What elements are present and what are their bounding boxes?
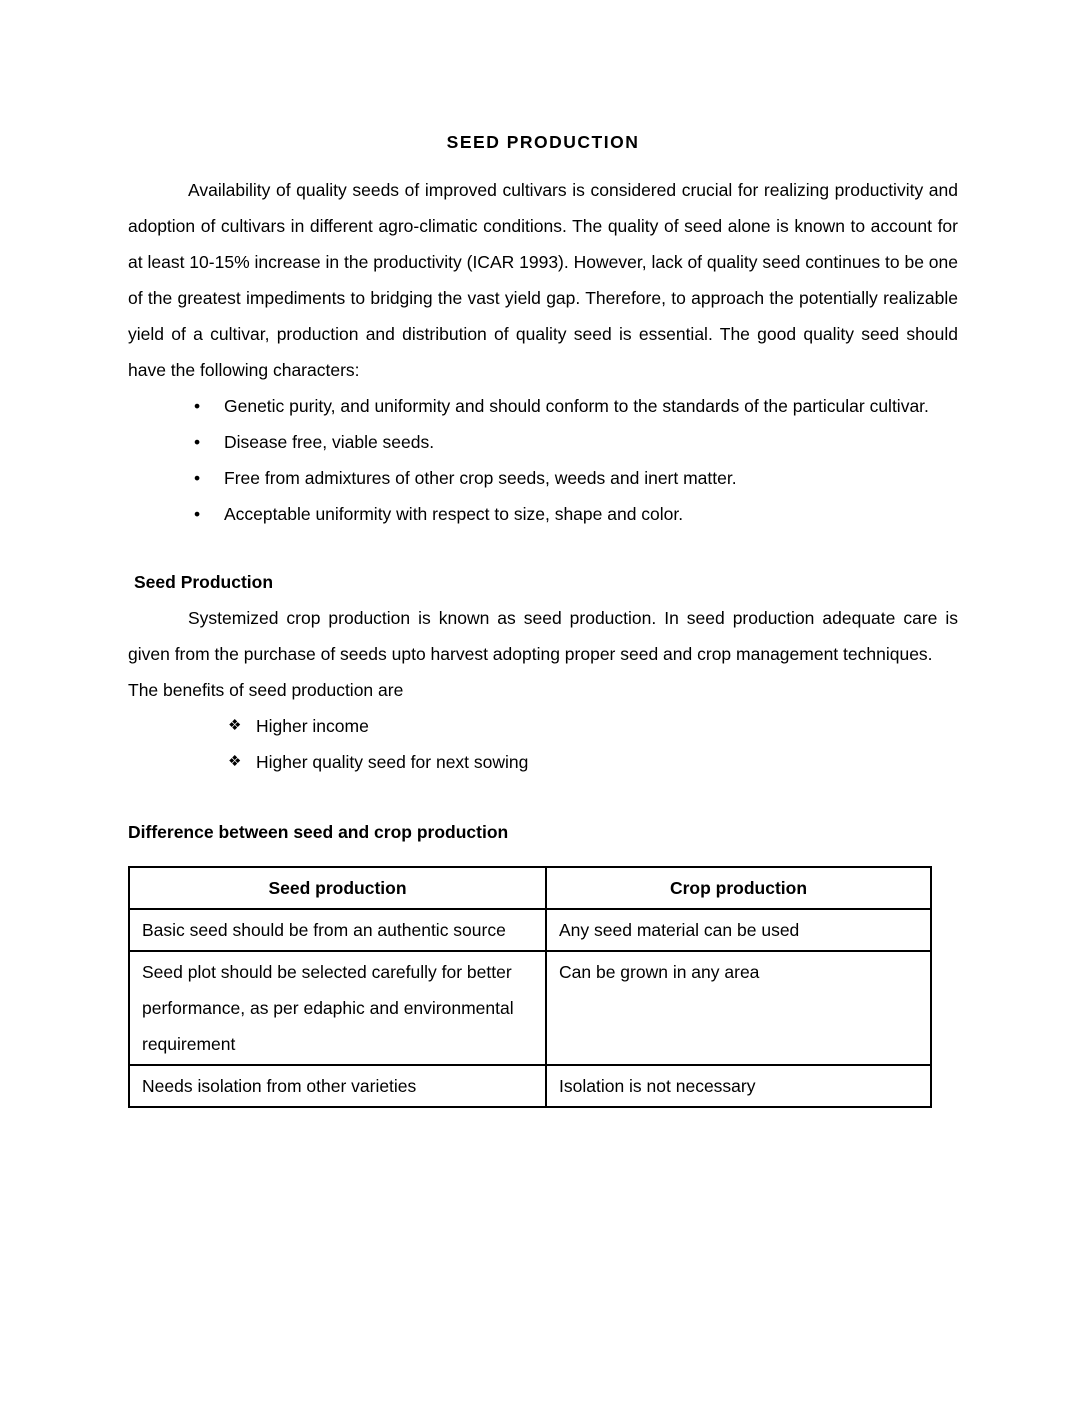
list-item-text: Higher quality seed for next sowing xyxy=(256,752,529,772)
section-heading-seed-production: Seed Production xyxy=(134,572,274,592)
bullet-icon: • xyxy=(194,468,201,488)
table-row xyxy=(129,1065,931,1107)
list-item-text: Genetic purity, and uniformity and should conform to the standards of the particular cultivar. xyxy=(224,396,929,416)
table-cell: Basic seed should be from an authentic source xyxy=(129,909,546,951)
page-title: SEED PRODUCTION xyxy=(446,132,640,152)
table-cell: Needs isolation from other varieties xyxy=(129,1065,546,1107)
diamond-bullet-icon: ❖ xyxy=(228,717,242,734)
table-cell: Isolation is not necessary xyxy=(546,1065,931,1107)
table-header-row xyxy=(129,867,931,909)
list-item-text: Higher income xyxy=(256,716,369,736)
table-row xyxy=(129,909,931,951)
benefits-lead: The benefits of seed production are xyxy=(128,680,404,700)
table-section-heading: Difference between seed and crop production xyxy=(128,822,509,842)
diamond-bullet-icon: ❖ xyxy=(228,753,242,770)
seed-production-paragraph: Systemized crop production is known as seed production. In seed production adequate care is given from the purchase of seeds upto harvest adopting proper seed and crop management techniques. xyxy=(128,608,958,664)
comparison-table xyxy=(128,866,932,1108)
list-item xyxy=(128,460,958,496)
bullet-icon: • xyxy=(194,396,201,416)
table-header-cell-seed-production: Seed production xyxy=(129,867,546,909)
table-cell: Seed plot should be selected carefully for better performance, as per edaphic and environmental requirement xyxy=(129,951,546,1065)
list-item-text: Acceptable uniformity with respect to size, shape and color. xyxy=(224,504,684,524)
table-cell: Can be grown in any area xyxy=(546,951,931,1065)
list-item xyxy=(128,424,958,460)
intro-paragraph: Availability of quality seeds of improved cultivars is considered crucial for realizing productivity and adoption of cultivars in different agro-climatic conditions. The quality of seed alone is known to account for at least 10-15% increase in the productivity (ICAR 1993). However, lack of quality seed continues to be one of the greatest impediments to bridging the vast yield gap. Therefore, to approach the potentially realizable yield of a cultivar, production and distribution of quality seed is essential. The good quality seed should have the following characters: xyxy=(128,180,958,380)
list-item xyxy=(128,708,958,744)
table-row xyxy=(129,951,931,1065)
list-item xyxy=(128,744,958,780)
benefits-list xyxy=(128,708,958,780)
list-item xyxy=(128,496,958,532)
bullet-icon: • xyxy=(194,432,201,452)
table-cell: Any seed material can be used xyxy=(546,909,931,951)
list-item xyxy=(128,388,958,424)
quality-characters-list xyxy=(128,388,958,532)
table-header-cell-crop-production: Crop production xyxy=(546,867,931,909)
bullet-icon: • xyxy=(194,504,201,524)
list-item-text: Disease free, viable seeds. xyxy=(224,432,435,452)
list-item-text: Free from admixtures of other crop seeds, weeds and inert matter. xyxy=(224,468,737,488)
